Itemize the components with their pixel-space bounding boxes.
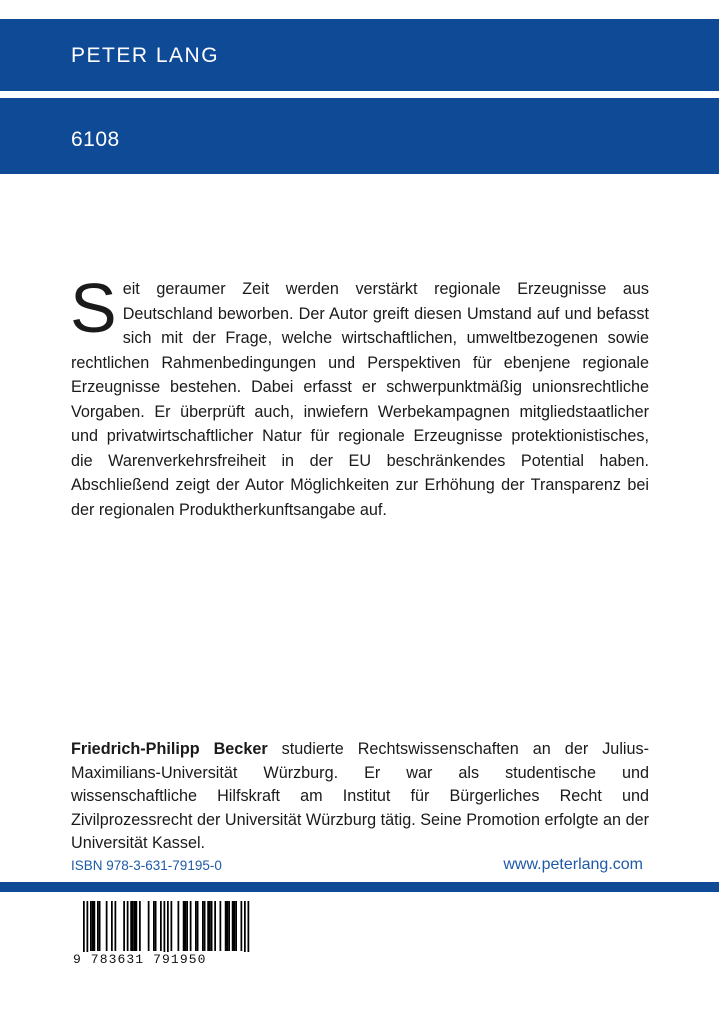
barcode-bar (178, 901, 180, 951)
publisher-website-link[interactable]: www.peterlang.com (503, 856, 643, 873)
barcode-bar (106, 901, 108, 951)
barcode-bar (220, 901, 222, 951)
isbn-label: ISBN 978-3-631-79195-0 (71, 858, 222, 873)
author-bio (71, 738, 649, 856)
barcode-bar (244, 901, 246, 959)
barcode-bar (130, 901, 132, 951)
barcode-bar (234, 901, 236, 951)
blurb-text: eit geraumer Zeit werden verstärkt regionale Erzeugnisse aus Deutschland beworben. Der Autor greift diesen Umstand auf und befasst sich mit der Frage, welche wirtschaftlichen, umweltbezogenen sowie rechtlichen Rahmenbedingungen und Perspektiven für ebenjene regionale Erzeugnisse bestehen. Dabei erfasst er schwerpunktmäßig unionsrechtliche Vorgaben. Er überprüft auch, inwiefern Werbekampagnen mitgliedstaatlicher und privatwirtschaftlicher Natur für regionale Erzeugnisse protektionistisches, die Warenverkehrsfreiheit in der EU beschränkendes Potential haben. Abschließend zeigt der Autor Möglichkeiten zur Erhöhung der Transparenz bei der regionalen Produktherkunftsangabe auf. (71, 280, 649, 519)
barcode-bar (248, 901, 250, 959)
barcode-bar (83, 901, 85, 959)
barcode-bar (228, 901, 230, 951)
barcode-bar (235, 901, 237, 951)
barcode-bar (127, 901, 129, 951)
barcode-bar (211, 901, 213, 951)
barcode-bar (94, 901, 96, 951)
barcode-bar (185, 901, 187, 951)
barcode-bar (115, 901, 117, 951)
barcode-bar (227, 901, 229, 951)
barcode-bar (202, 901, 204, 951)
barcode-bar (123, 901, 125, 951)
barcode-bar (207, 901, 209, 951)
barcode-bar (190, 901, 192, 951)
barcode-bar (92, 901, 94, 951)
author-bio-text: studierte Rechtswissenschaften an der Julius-Maximilians-Universität Würzburg. Er war als studentische und wissenschaftliche Hilfskraft am Institut für Bürgerliches Recht und Zivilprozessrecht der Universität Würzburg tätig. Seine Promotion erfolgte an der Universität Kassel. (71, 740, 649, 852)
blurb-dropcap: S (70, 269, 117, 347)
barcode-bar (160, 901, 162, 951)
barcode-bar (209, 901, 211, 951)
barcode-bar (186, 901, 188, 951)
barcode-bar (155, 901, 157, 951)
barcode-bar (99, 901, 101, 951)
barcode-bar (167, 901, 169, 959)
barcode-bar (134, 901, 136, 951)
barcode-bar (87, 901, 89, 959)
barcode-bar (97, 901, 99, 951)
publisher-name: PETER LANG (71, 44, 220, 67)
barcode-bar (232, 901, 234, 951)
barcode-bar (214, 901, 216, 951)
barcode-bar (241, 901, 243, 951)
barcode-bar (164, 901, 166, 959)
barcode-bar (148, 901, 150, 951)
barcode-bar (132, 901, 134, 951)
author-name: Friedrich-Philipp Becker (71, 740, 268, 758)
barcode-bar (153, 901, 155, 951)
barcode-bar (183, 901, 185, 951)
footer-rule (0, 882, 719, 892)
barcode-bar (225, 901, 227, 951)
barcode-bar (204, 901, 206, 951)
barcode-bar (195, 901, 197, 951)
barcode-bar (139, 901, 141, 951)
barcode-digits: 9 783631 791950 (73, 952, 251, 967)
barcode-bar (90, 901, 92, 951)
barcode-bar (111, 901, 113, 951)
barcode-bar (197, 901, 199, 951)
barcode-bar (136, 901, 138, 951)
series-number: 6108 (71, 128, 120, 151)
book-blurb (70, 269, 649, 522)
barcode-bar (171, 901, 173, 951)
